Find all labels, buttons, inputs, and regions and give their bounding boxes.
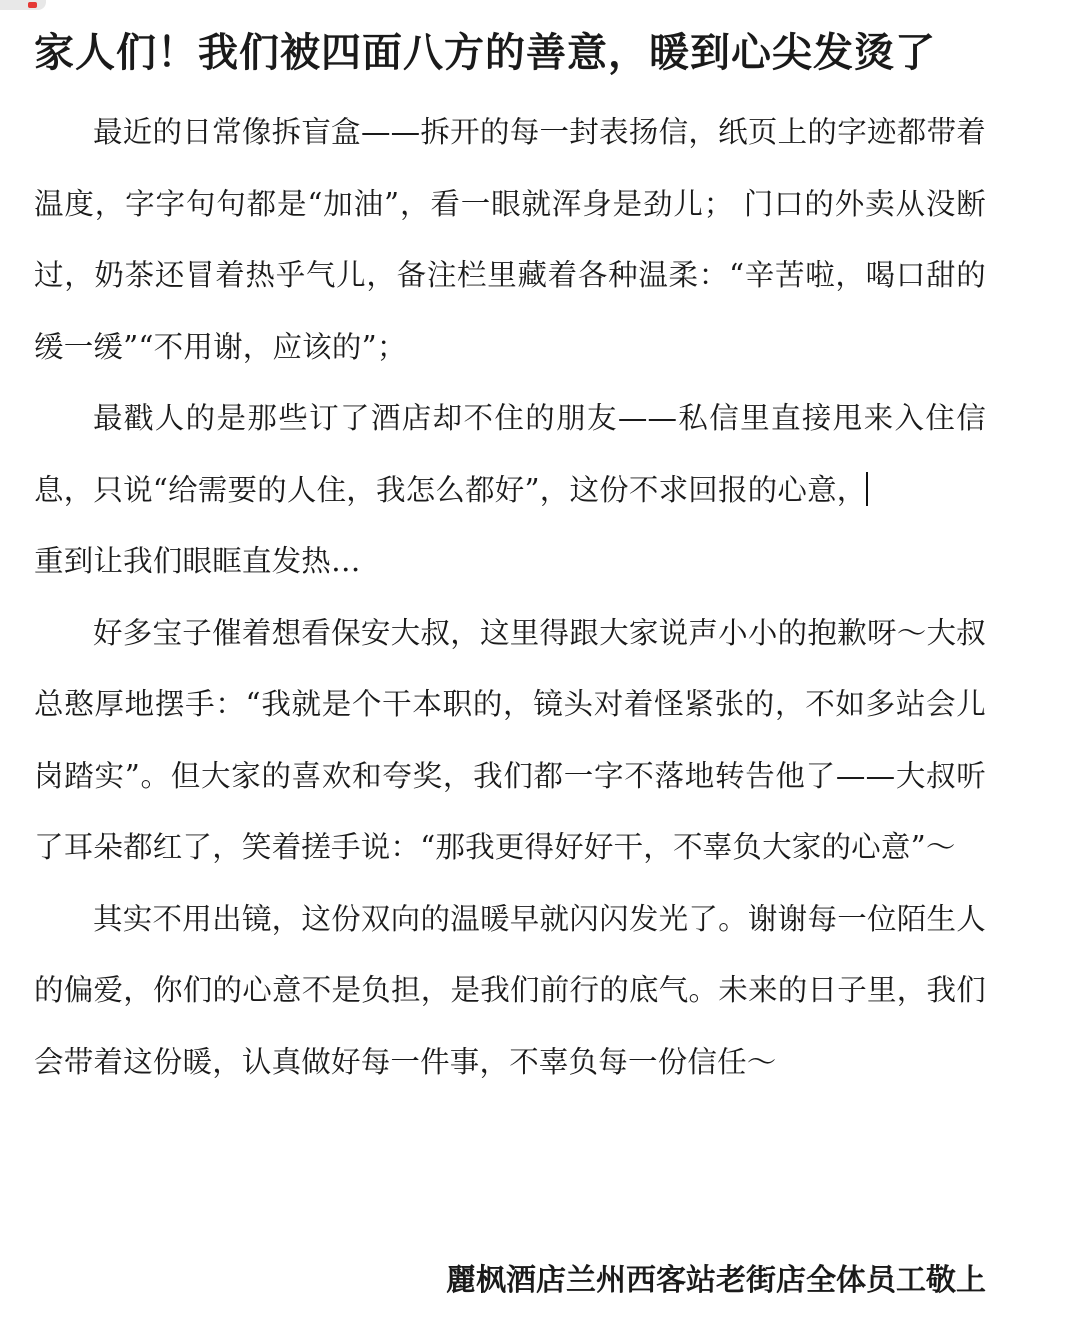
paragraph-3-text: 好多宝子催着想看保安大叔，这里得跟大家说声小小的抱歉呀～大叔总憨厚地摆手：“我就是个干本职的，镜头对着怪紧张的，不如多站会儿岗踏实”。但大家的喜欢和夸奖，我们都一字不落地转告他了——大叔听了耳朵都红了，笑着搓手说：“那我更得好好干，不辜负大家的心意”～ — [34, 615, 986, 864]
paragraph-1-text: 最近的日常像拆盲盒——拆开的每一封表扬信，纸页上的字迹都带着温度，字字句句都是“加油”，看一眼就浑身是劲儿； 门口的外卖从没断过，奶茶还冒着热乎气儿，备注栏里藏着各种温柔：“辛苦啦，喝口甜的缓一缓”“不用谢，应该的”； — [34, 115, 986, 364]
paragraph-4-text: 其实不用出镜，这份双向的温暖早就闪闪发光了。谢谢每一位陌生人的偏爱，你们的心意不是负担，是我们前行的底气。未来的日子里，我们会带着这份暖，认真做好每一件事，不辜负每一份信任～ — [34, 901, 986, 1079]
paragraph-2-text: 最戳人的是那些订了酒店却不住的朋友——私信里直接甩来入住信息，只说“给需要的人住，我怎么都好”，这份不求回报的心意， — [34, 401, 986, 507]
paragraph-3 — [34, 598, 986, 884]
document-title: 家人们！我们被四面八方的善意，暖到心尖发烫了 — [34, 28, 936, 76]
paragraph-2 — [34, 383, 986, 598]
document-body — [34, 97, 986, 1098]
top-badge — [0, 0, 46, 10]
paragraph-2-continuation: 重到让我们眼眶直发热… — [34, 544, 361, 578]
paragraph-4 — [34, 884, 986, 1099]
paragraph-1 — [34, 97, 986, 383]
signature: 麗枫酒店兰州西客站老街店全体员工敬上 — [446, 1263, 986, 1298]
text-cursor — [866, 472, 868, 506]
